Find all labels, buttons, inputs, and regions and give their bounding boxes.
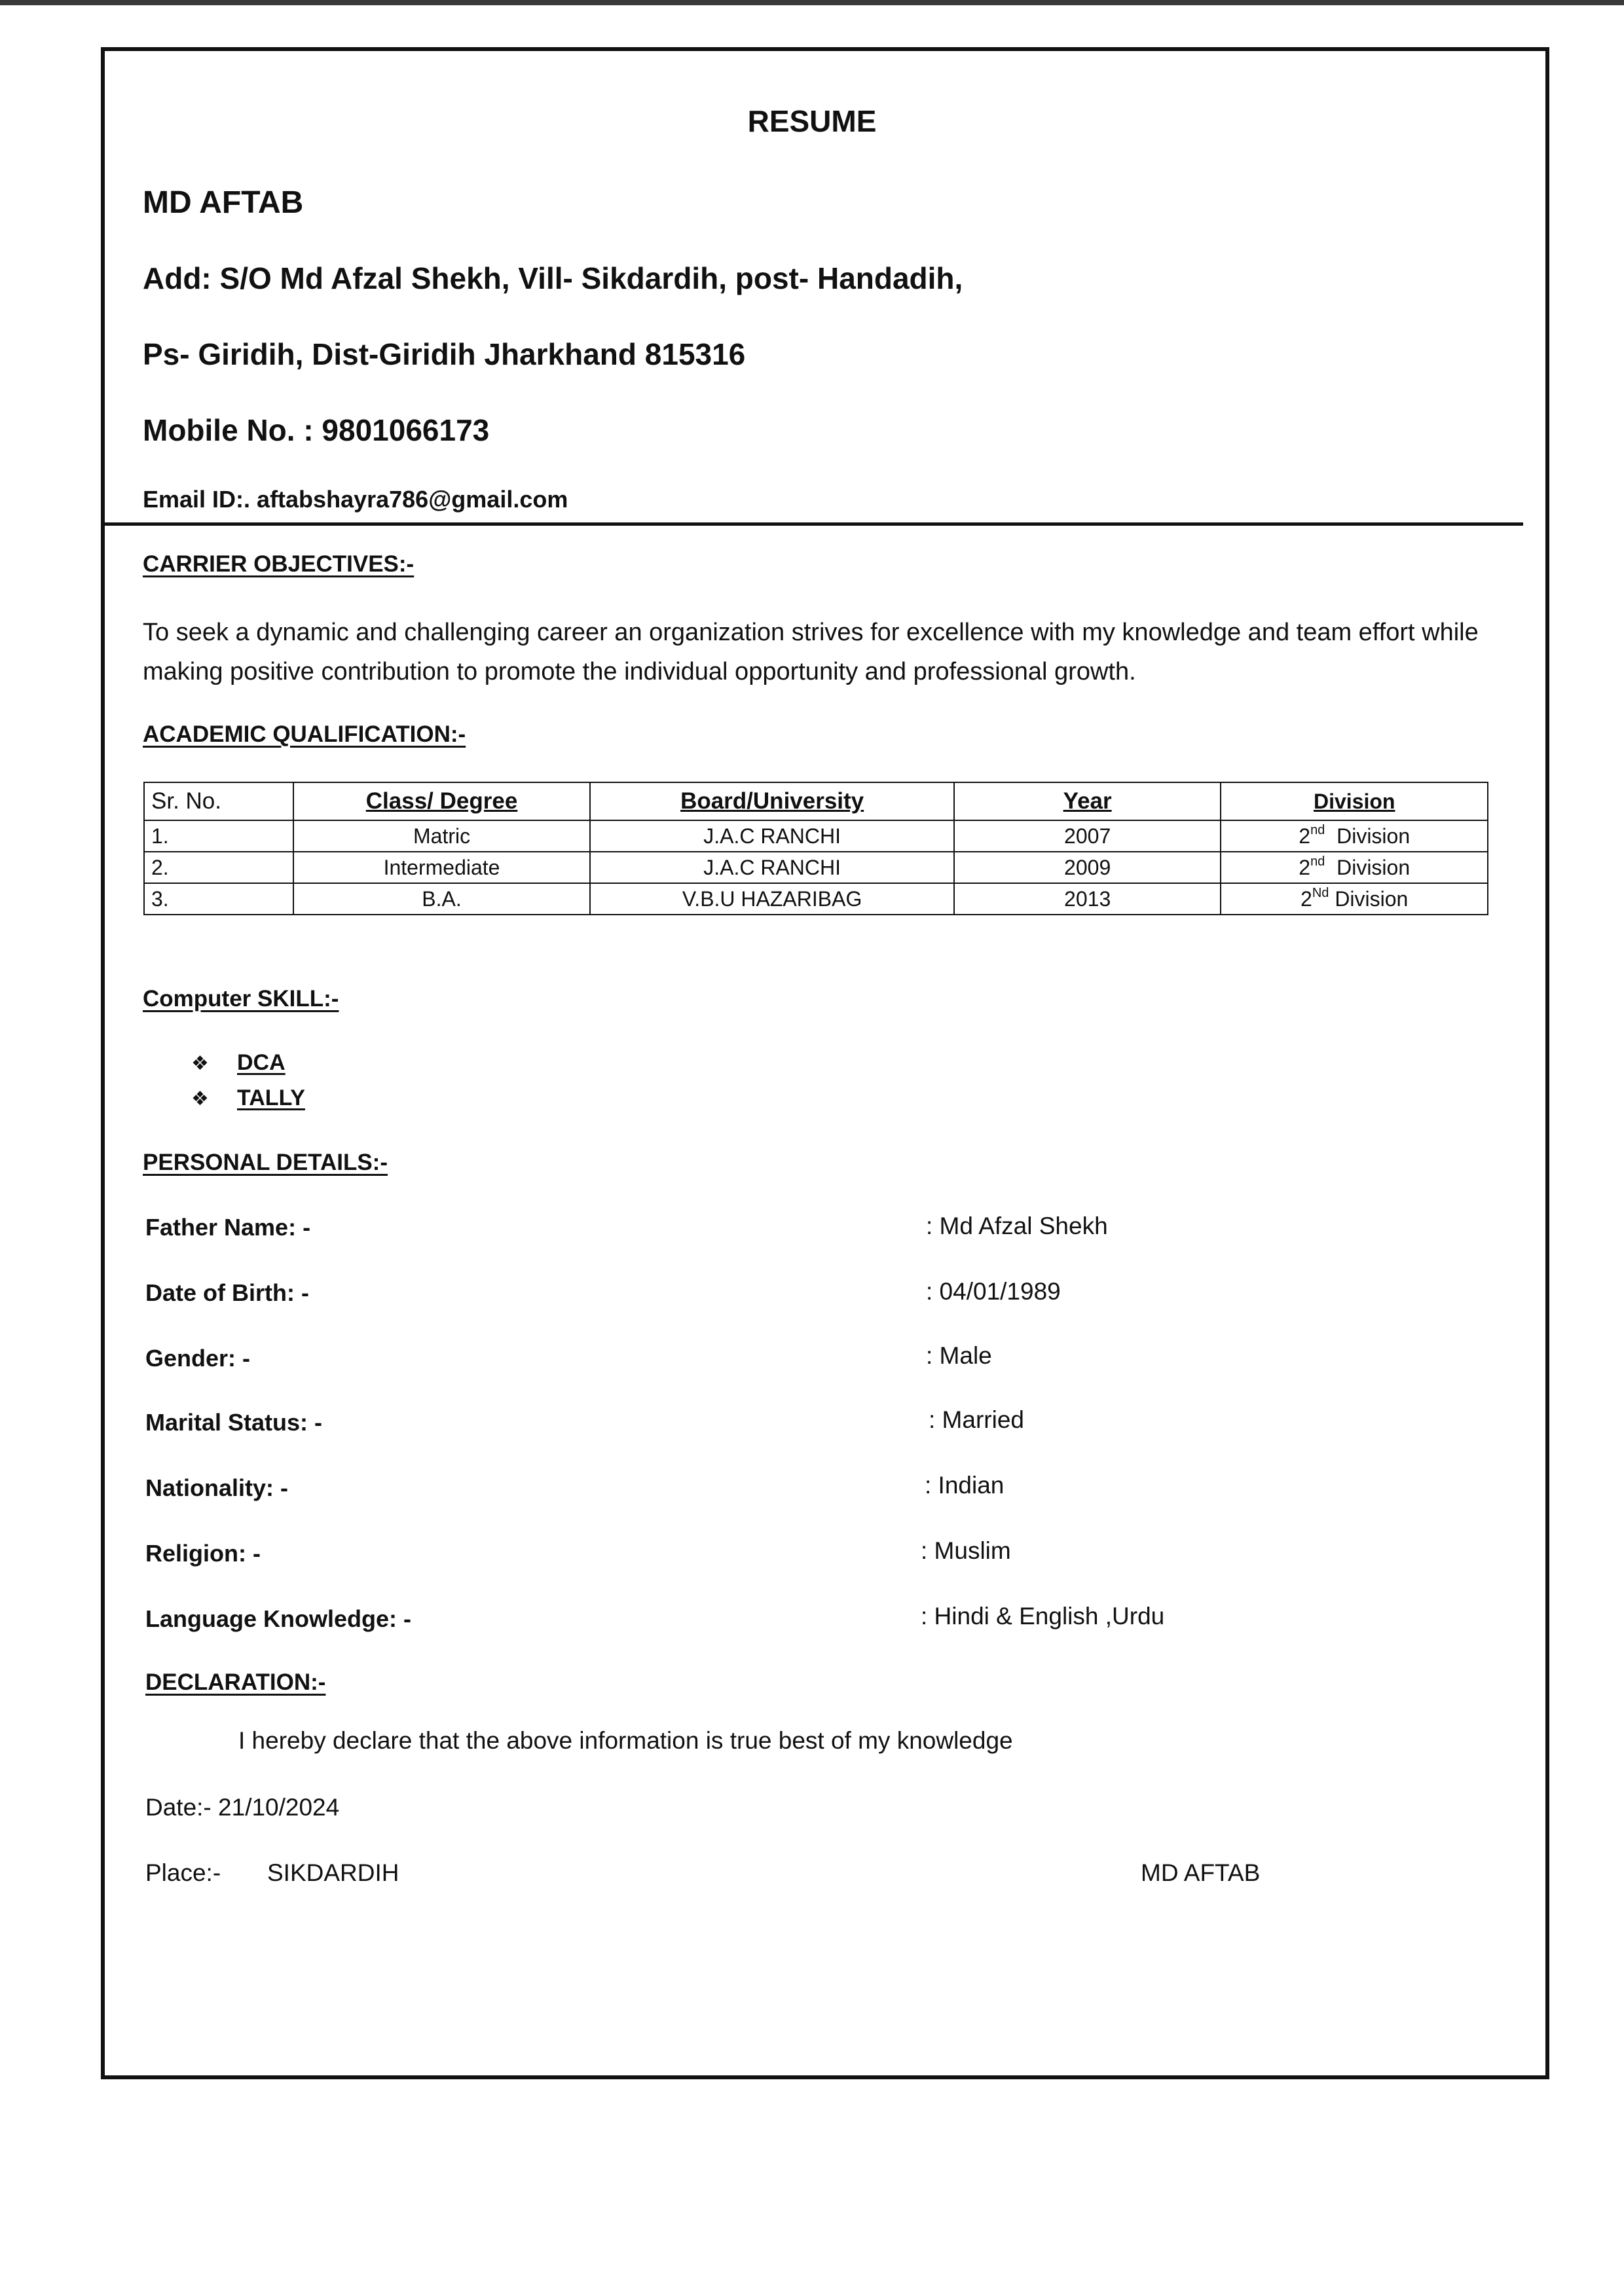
division-suffix: Nd <box>1312 886 1329 901</box>
column-header: Division <box>1221 782 1488 820</box>
declaration-date: Date:- 21/10/2024 <box>145 1794 340 1821</box>
table-cell: J.A.C RANCHI <box>590 852 954 883</box>
division-text: Division <box>1335 887 1409 911</box>
column-header: Class/ Degree <box>293 782 591 820</box>
division-text: Division <box>1337 856 1411 879</box>
address-line-2: Ps- Giridih, Dist-Giridih Jharkhand 815316 <box>143 337 746 371</box>
marital-status-label: Marital Status: - <box>145 1409 323 1436</box>
signature-name: MD AFTAB <box>1141 1859 1261 1886</box>
division-text: Division <box>1337 824 1411 848</box>
email-id: Email ID:. aftabshayra786@gmail.com <box>143 486 568 513</box>
place-value: SIKDARDIH <box>267 1859 399 1886</box>
religion-label: Religion: - <box>145 1540 261 1567</box>
table-cell <box>1221 820 1488 852</box>
objectives-heading: CARRIER OBJECTIVES:- <box>143 551 415 577</box>
table-cell: 2007 <box>954 820 1221 852</box>
table-cell: V.B.U HAZARIBAG <box>590 883 954 915</box>
table-header-row <box>144 782 1488 820</box>
marital-status-value: : Married <box>929 1406 1024 1433</box>
declaration-heading: DECLARATION:- <box>145 1669 326 1695</box>
document-title: RESUME <box>747 104 877 138</box>
skill-label: TALLY <box>237 1085 305 1110</box>
header-divider <box>105 522 1523 526</box>
declaration-text: I hereby declare that the above information is true best of my knowledge <box>238 1727 1013 1754</box>
father-name-label: Father Name: - <box>145 1214 311 1241</box>
objectives-text: To seek a dynamic and challenging career an organization strives for excellence with my knowledge and team effort while making positive contribution to promote the individual opportunity and professional growth. <box>143 619 1479 685</box>
religion-value: : Muslim <box>921 1537 1011 1564</box>
language-value: : Hindi & English ,Urdu <box>921 1603 1165 1630</box>
gender-value: : Male <box>926 1342 992 1369</box>
diamond-bullet-icon: ❖ <box>191 1053 209 1074</box>
nationality-value: : Indian <box>925 1472 1005 1499</box>
scan-top-edge <box>0 0 1624 5</box>
address-line-1: Add: S/O Md Afzal Shekh, Vill- Sikdardih, post- Handadih, <box>143 261 963 295</box>
skill-item <box>191 1085 305 1111</box>
dob-value: : 04/01/1989 <box>926 1278 1061 1305</box>
table-cell: 1. <box>144 820 293 852</box>
language-label: Language Knowledge: - <box>145 1605 412 1632</box>
division-number: 2 <box>1299 824 1311 848</box>
place-label: Place:- <box>145 1859 221 1886</box>
table-cell: J.A.C RANCHI <box>590 820 954 852</box>
computer-skill-heading: Computer SKILL:- <box>143 986 339 1011</box>
table-cell: 2013 <box>954 883 1221 915</box>
table-cell: Intermediate <box>293 852 591 883</box>
gender-label: Gender: - <box>145 1345 251 1372</box>
table-row <box>144 883 1488 915</box>
table-cell <box>1221 852 1488 883</box>
table-cell: 3. <box>144 883 293 915</box>
nationality-label: Nationality: - <box>145 1474 289 1501</box>
division-suffix: nd <box>1310 823 1325 838</box>
candidate-name: MD AFTAB <box>143 185 304 220</box>
skill-item <box>191 1050 286 1076</box>
table-cell: B.A. <box>293 883 591 915</box>
mobile-number: Mobile No. : 9801066173 <box>143 413 490 447</box>
division-suffix: nd <box>1310 854 1325 869</box>
column-header: Sr. No. <box>144 782 293 820</box>
dob-label: Date of Birth: - <box>145 1279 309 1306</box>
diamond-bullet-icon: ❖ <box>191 1088 209 1110</box>
column-header: Year <box>954 782 1221 820</box>
division-number: 2 <box>1301 887 1312 911</box>
father-name-value: : Md Afzal Shekh <box>926 1212 1108 1239</box>
personal-details-heading: PERSONAL DETAILS:- <box>143 1150 388 1175</box>
table-cell: 2. <box>144 852 293 883</box>
academic-heading: ACADEMIC QUALIFICATION:- <box>143 721 466 747</box>
academic-table <box>143 782 1488 915</box>
table-cell <box>1221 883 1488 915</box>
skill-label: DCA <box>237 1050 286 1075</box>
table-cell: 2009 <box>954 852 1221 883</box>
table-row <box>144 852 1488 883</box>
column-header: Board/University <box>590 782 954 820</box>
table-cell: Matric <box>293 820 591 852</box>
table-row <box>144 820 1488 852</box>
division-number: 2 <box>1299 856 1311 879</box>
